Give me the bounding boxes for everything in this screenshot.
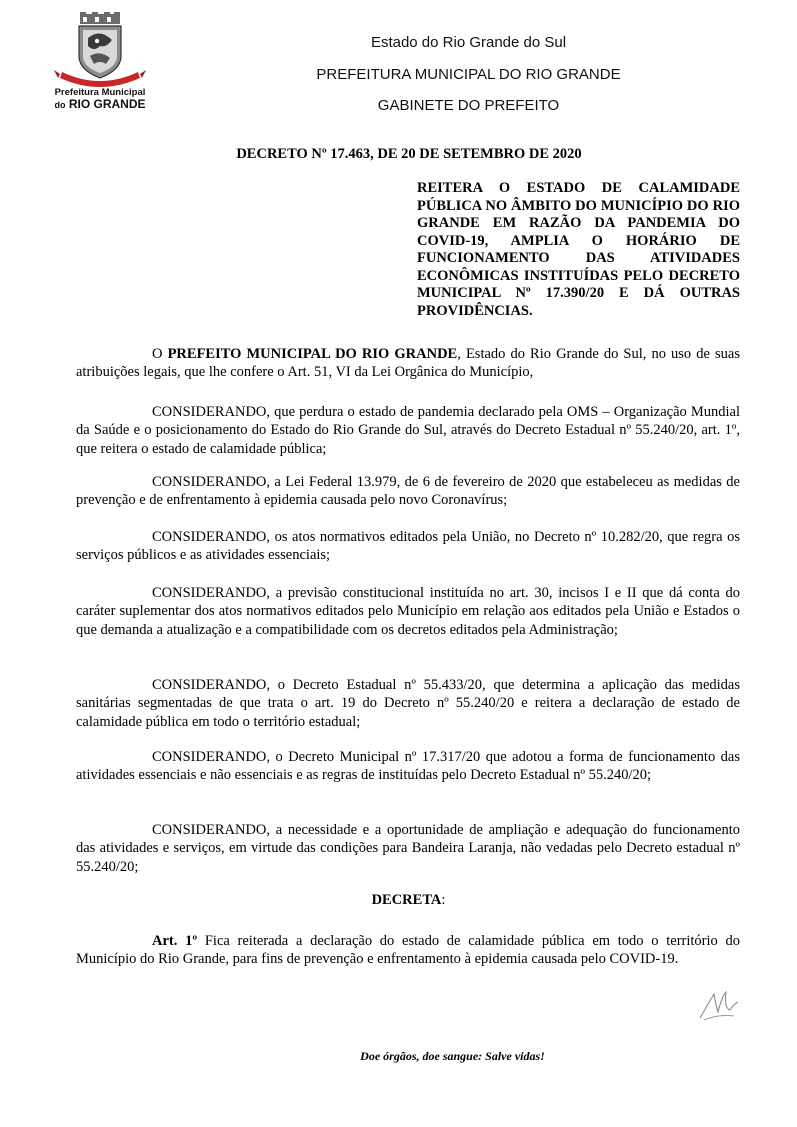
header-state: Estado do Rio Grande do Sul	[370, 34, 567, 51]
header-office: GABINETE DO PREFEITO	[377, 97, 560, 114]
logo-text-prefix: do	[54, 99, 66, 110]
preamble-lead: O	[152, 346, 168, 362]
consideration-paragraph-6: CONSIDERANDO, o Decreto Municipal nº 17.317/20 que adotou a forma de funcionamento das atividades essenciais e não essenciais e as regras de instituídas pelo Decreto Estadual nº 55.240/20;	[76, 749, 740, 784]
consideration-paragraph-5: CONSIDERANDO, o Decreto Estadual nº 55.433/20, que determina a aplicação das medidas sanitárias segmentadas de que trata o art. 19 do Decreto nº 55.240/20 e reitera a declaração de estado de calamidade pública em todo o território estadual;	[76, 677, 740, 730]
consideration-paragraph-1: CONSIDERANDO, que perdura o estado de pandemia declarado pela OMS – Organização Mundial da Saúde e o posicionamento do Estado do Rio Grande do Sul, através do Decreto Estadual nº 55.240/20, art. 1º, que reitera o estado de calamidade pública;	[76, 404, 740, 457]
article-1-label: Art. 1º	[152, 933, 198, 949]
decreta-word: DECRETA	[371, 892, 442, 908]
footer-slogan: Doe órgãos, doe sangue: Salve vidas!	[360, 1049, 545, 1063]
signature-icon	[694, 986, 742, 1024]
logo-text-line1: Prefeitura Municipal	[54, 87, 146, 98]
decree-summary: REITERA O ESTADO DE CALAMIDADE PÚBLICA NO ÂMBITO DO MUNICÍPIO DO RIO GRANDE EM RAZÃO DA PANDEMIA DO COVID-19, AMPLIA O HORÁRIO DE FUNCIONAMENTO DAS ATIVIDADES ECONÔMICAS INSTITUÍDAS PELO DECRETO MUNICIPAL Nº 17.390/20 E DÁ OUTRAS PROVIDÊNCIAS.	[417, 180, 740, 319]
preamble-paragraph	[76, 345, 740, 382]
consideration-paragraph-2: CONSIDERANDO, a Lei Federal 13.979, de 6 de fevereiro de 2020 que estabeleceu as medidas de prevenção e de enfrentamento à epidemia causada pelo novo Coronavírus;	[76, 474, 740, 509]
decreta-colon: :	[441, 892, 446, 908]
article-1-paragraph	[76, 932, 740, 969]
preamble-rest: , Estado do Rio Grande do Sul, no uso de suas atribuições legais, que lhe confere o Art. 51, VI da Lei Orgânica do Município,	[76, 346, 740, 381]
preamble-authority: PREFEITO MUNICIPAL DO RIO GRANDE	[167, 346, 458, 362]
consideration-paragraph-3: CONSIDERANDO, os atos normativos editados pela União, no Decreto nº 10.282/20, que regra os serviços públicos e as atividades essenciais;	[76, 529, 740, 564]
signature-initials	[694, 986, 742, 1024]
decree-title: DECRETO Nº 17.463, DE 20 DE SETEMBRO DE 2020	[236, 146, 582, 162]
consideration-paragraph-7: CONSIDERANDO, a necessidade e a oportunidade de ampliação e adequação do funcionamento das atividades e serviços, em virtude das condições para Bandeira Laranja, não vedadas pelo Decreto estadual nº 55.240/20;	[76, 822, 740, 875]
article-1-text: Fica reiterada a declaração do estado de calamidade pública em todo o território do Município do Rio Grande, para fins de prevenção e enfrentamento à epidemia causada pelo COVID-19.	[76, 933, 740, 968]
header-prefecture: PREFEITURA MUNICIPAL DO RIO GRANDE	[316, 66, 621, 83]
decreta-heading	[0, 892, 797, 909]
consideration-paragraph-4: CONSIDERANDO, a previsão constitucional instituída no art. 30, incisos I e II que dá conta do caráter suplementar dos atos normativos editados pelo Município em relação aos editados pela União e Estados o que demanda a atualização e a compatibilidade com os decretos editados pela Administração;	[76, 585, 740, 638]
logo-text-city: RIO GRANDE	[68, 96, 146, 111]
